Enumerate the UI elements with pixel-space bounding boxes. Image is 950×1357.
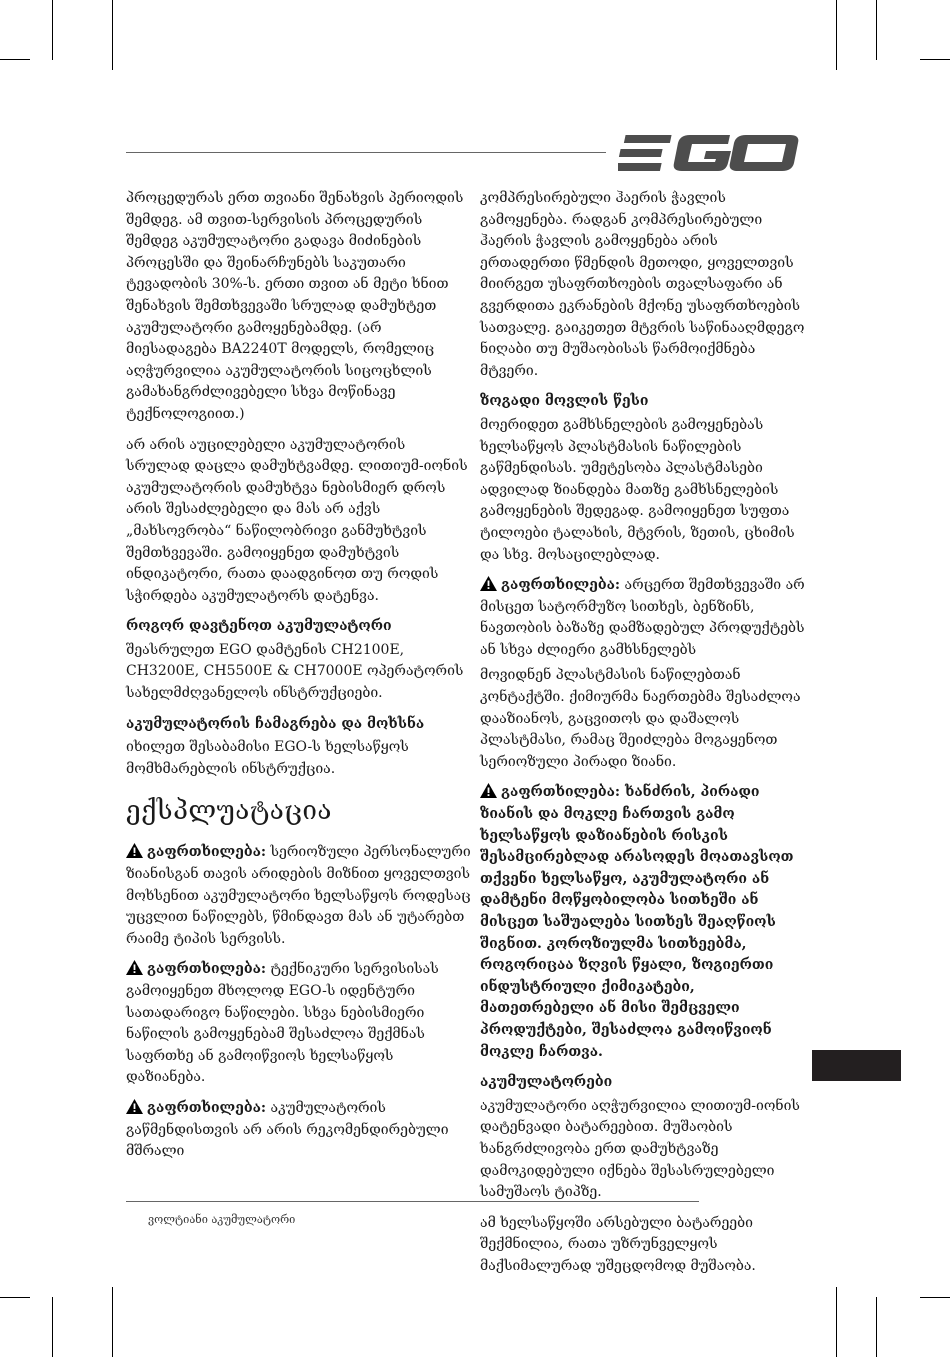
warning-label: გაფრთხილება:: [501, 577, 621, 594]
paragraph: შეასრულეთ EGO დამტენის CH2100E, CH3200E, CH5500E & CH7000E ოპერატორის სახელმძღვანელოს ინსტრუქციები.: [126, 641, 464, 702]
paragraph: ამ ხელსაწყოში არსებული ბატარეები შექმნილია, რათა უზრუნველყოს მაქსიმალურად უშეცდომოდ მუშაობა.: [480, 1214, 756, 1274]
crop-mark: [920, 1297, 950, 1298]
subheading-charge: როგორ დავტენოთ აკუმულატორი: [126, 618, 392, 635]
crop-mark: [876, 1297, 877, 1357]
crop-mark: [0, 59, 30, 60]
footer-rule: [126, 1201, 699, 1202]
warning-label: გაფრთხილება:: [501, 784, 621, 801]
warning-paragraph: [480, 575, 812, 661]
right-column: [480, 188, 812, 1287]
paragraph: მოერიდეთ გამხსნელების გამოყენებას ხელსაწყოს პლასტმასის ნაწილების გაწმენდისას. უმეტესობა პლასტმასები ადვილად ზიანდება მათზე გამხსნელების გამოყენების შედეგად. გამოიყენეთ სუფთა ტილოები ტალახის, მტვრის, ზეთის, ცხიმის და სხვ. მოსაცილებლად.: [480, 416, 795, 563]
warning-text: ხანძრის, პირადი ზიანის და მოკლე ჩართვის გამო ხელსაწყოს დაზიანების რისკის შესამცირებლად არასოდეს მოათავსოთ თქვენი ხელსაწყო, აკუმულატორი ან დამტენი მოწყობილობა სითხეში ან მისცეთ საშუალება სითხეს შეაღწიოს შიგნით. კოროზიულმა სითხეებმა, როგორიცაა ზღვის წყალი, ზოგიერთი ინდუსტრიული ქიმიკატები, მათეთრებელი ან მისი შემცველი პროდუქტები, შესაძლოა გამოიწვიონ მოკლე ჩართვა.: [480, 784, 794, 1060]
header-rule: [126, 152, 606, 153]
paragraph: კომპრესირებული ჰაერის ჭავლის გამოყენება. რადგან კომპრესირებული ჰაერის ჭავლის გამოყენება არის ერთადერთი წმენდის მეთოდი, ყოველთვის მიირგეთ უსაფრთხოების თვალსაფარი ან გვერდითა ეკრანების მქონე უსაფრთხოების სათვალე. გაიკეთეთ მტვრის საწინააღმდეგო ნიღაბი თუ მუშაობისას წარმოიქმნება მტვერი.: [480, 190, 805, 379]
warning-paragraph: [480, 782, 812, 1063]
crop-mark: [52, 1297, 53, 1357]
warning-paragraph: [126, 1098, 472, 1163]
crop-mark: [0, 1297, 30, 1298]
section-tab: [812, 1050, 901, 1081]
paragraph: იხილეთ შესაბამისი EGO-ს ხელსაწყოს მომხმარებლის ინსტრუქცია.: [126, 739, 409, 777]
paragraph: არ არის აუცილებელი აკუმულატორის სრულად დაცლა დამუხტვამდე. ლითიუმ-იონის აკუმულატორის დამუხტვა ნებისმიერ დროს არის შესაძლებელი და მას არ აქვს „მახსოვრობა“ ნაწილობრივი განმუხტვის შემთხვევაში. გამოიყენეთ დამუხტვის ინდიკატორი, რათა დაადგინოთ თუ როდის სჭირდება აკუმულატორს დატენვა.: [126, 436, 468, 604]
crop-mark: [876, 0, 877, 60]
warning-paragraph: [126, 842, 472, 950]
section-title: ექსპლუატაცია: [126, 796, 332, 827]
crop-mark: [112, 0, 113, 70]
warning-label: გაფრთხილება:: [147, 844, 267, 861]
crop-mark: [52, 0, 53, 60]
footer-text: ვოლტიანი აკუმულატორი: [148, 1213, 296, 1226]
crop-mark: [836, 0, 837, 70]
paragraph: მოვიდნენ პლასტმასის ნაწილებთან კონტაქტში. ქიმიურმა ნაერთებმა შესაძლოა დააზიანოს, გაცვითოს და დაშალოს პლასტმასი, რამაც შეიძლება მოგაყენოთ სერიოზული პირადი ზიანი.: [480, 667, 801, 770]
warning-text: ტექნიკური სერვისისას გამოიყენეთ მხოლოდ EGO-ს იდენტური სათადარიგო ნაწილები. სხვა ნებისმიერი ნაწილის გამოყენებამ შესაძლოა შექმნას საფრთხე ან გამოიწვიოს ხელსაწყოს დაზიანება.: [126, 961, 439, 1086]
paragraph: აკუმულატორი აღჭურვილია ლითიუმ-იონის დატენვადი ბატარეებით. მუშაობის ხანგრძლივობა ერთ დამუხტვაზე დამოკიდებული იქნება შესასრულებელი სამუშაოს ტიპზე.: [480, 1097, 800, 1201]
paragraph: პროცედურას ერთ თვიანი შენახვის პერიოდის შემდეგ. ამ თვით-სერვისის პროცედურის შემდეგ აკუმულატორი გადავა მიძინების პროცესში და შეინარჩუნებს საკუთარი ტევადობის 30%-ს. ერთი თვით ან მეტი ხნით შენახვის შემთხვევაში სრულად დამუხტეთ აკუმულატორი გამოყენებამდე. (არ მიესადაგება BA2240T მოდელს, რომელიც აღჭურვილია აკუმულატორის სიცოცხლის გამახანგრძლივებელი სხვა მოწინავე ტექნოლოგიით.): [126, 190, 464, 422]
warning-icon: [480, 576, 497, 591]
warning-paragraph: [126, 959, 472, 1089]
crop-mark: [112, 1287, 113, 1357]
ego-logo: [618, 133, 802, 173]
warning-label: გაფრთხილება:: [147, 961, 267, 978]
warning-label: გაფრთხილება:: [147, 1099, 267, 1116]
warning-text: არცერთ შემთხვევაში არ მისცეთ სატორმუზო სითხეს, ბენზინს, ნავთობის ბაზაზე დამზადებულ პროდუქტებს ან სხვა ძლიერი გამხსნელებს: [480, 577, 805, 658]
warning-icon: [126, 1099, 143, 1114]
subheading-attach: აკუმულატორის ჩამაგრება და მოხსნა: [126, 715, 425, 732]
warning-icon: [480, 783, 497, 798]
warning-text: სერიოზული პერსონალური ზიანისგან თავის არიდების მიზნით ყოველთვის მოხსენით აკუმულატორი ხელსაწყოს როდესაც უცვლით ნაწილებს, წმინდავთ მას ან უტარებთ რაიმე ტიპის სერვისს.: [126, 844, 471, 947]
left-column: [126, 188, 472, 1172]
warning-icon: [126, 843, 143, 858]
crop-mark: [920, 59, 950, 60]
subheading-general-care: ზოგადი მოვლის წესი: [480, 393, 649, 410]
subheading-batteries: აკუმულატორები: [480, 1074, 613, 1091]
warning-text: აკუმულატორის გაწმენდისთვის არ არის რეკომენდირებული მშრალი: [126, 1099, 449, 1160]
crop-mark: [836, 1287, 837, 1357]
warning-icon: [126, 960, 143, 975]
